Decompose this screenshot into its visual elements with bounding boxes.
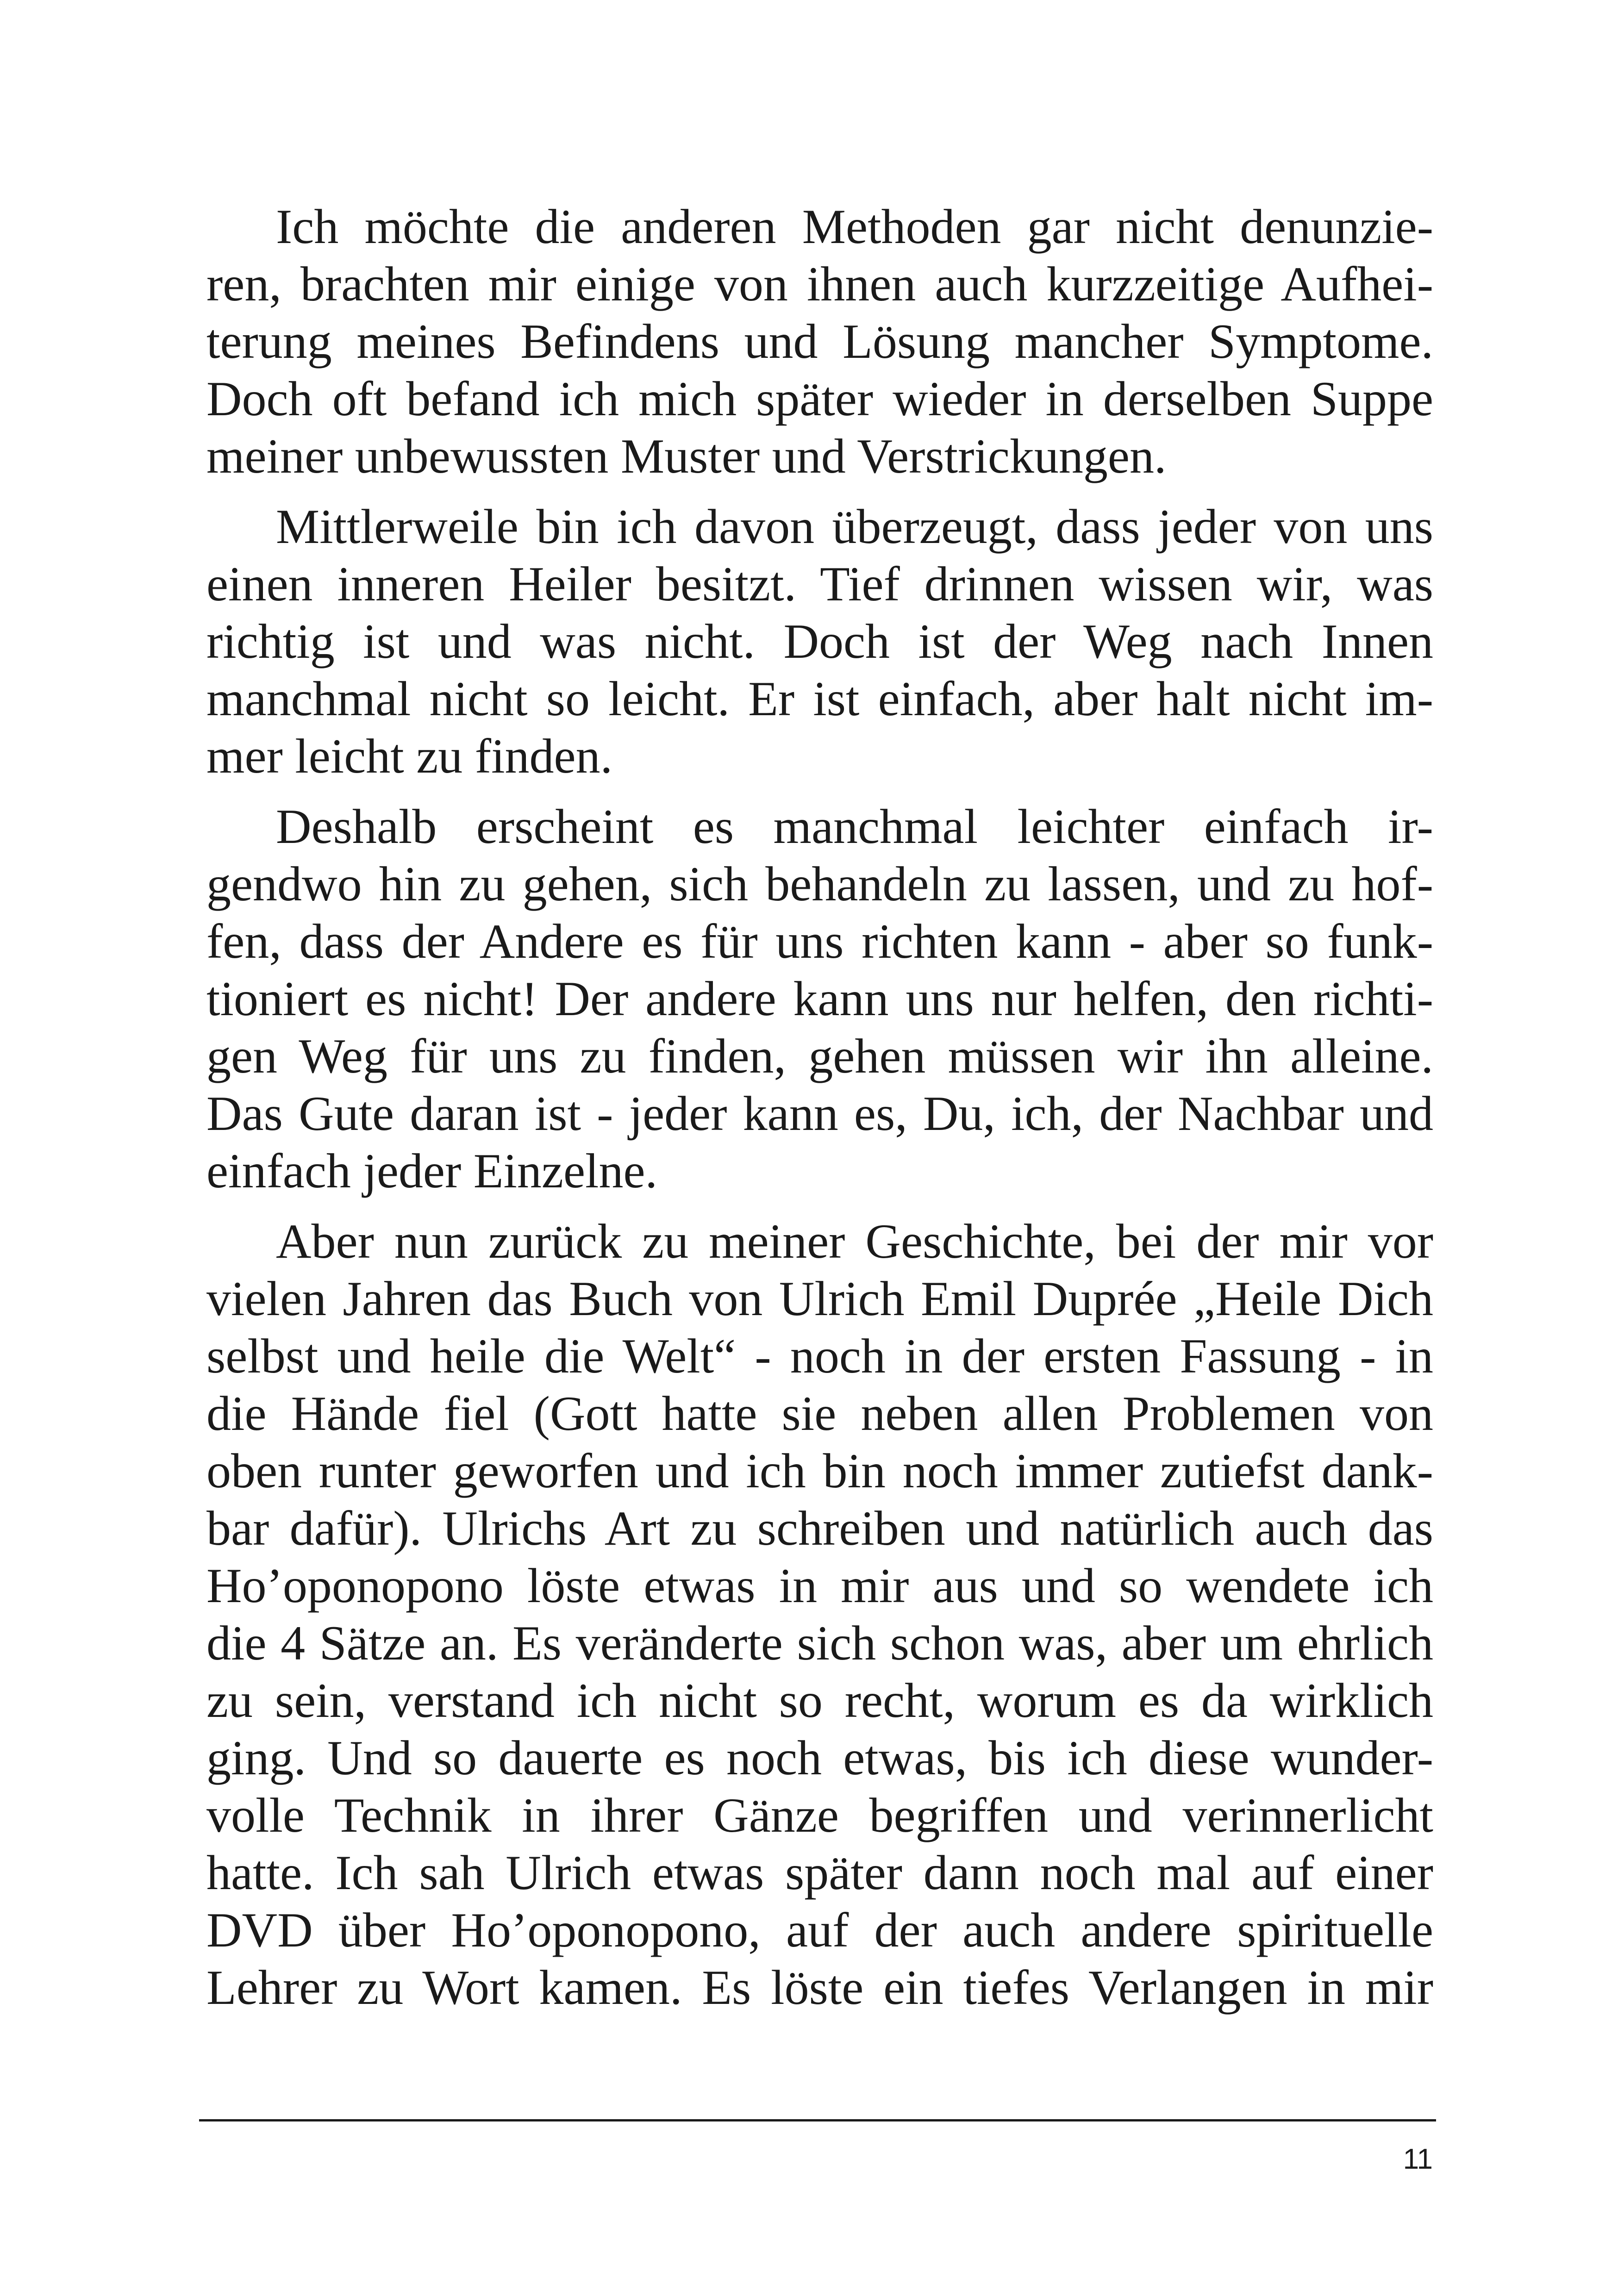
text-line: tioniert es nicht! Der andere kann uns nur helfen, den richti- (206, 972, 1433, 1026)
text-line: DVD über Ho’oponopono, auf der auch andere spirituelle (206, 1903, 1433, 1957)
page-number: 11 (1403, 2143, 1433, 2175)
text-line: die 4 Sätze an. Es veränderte sich schon was, aber um ehrlich (206, 1616, 1433, 1670)
text-line: terung meines Befindens und Lösung mancher Symptome. (206, 314, 1433, 368)
text-line: richtig ist und was nicht. Doch ist der Weg nach Innen (206, 614, 1433, 668)
text-line: meiner unbewussten Muster und Verstrickungen. (206, 429, 1167, 483)
paragraph (206, 1213, 1433, 2016)
text-line: zu sein, verstand ich nicht so recht, worum es da wirklich (206, 1673, 1433, 1728)
paragraph (206, 198, 1433, 485)
text-line: hatte. Ich sah Ulrich etwas später dann noch mal auf einer (206, 1846, 1433, 1900)
text-line: ren, brachten mir einige von ihnen auch kurzzeitige Aufhei- (206, 257, 1433, 311)
text-line: fen, dass der Andere es für uns richten kann - aber so funk- (206, 914, 1433, 968)
text-line: selbst und heile die Welt“ - noch in der ersten Fassung - in (206, 1329, 1433, 1383)
text-line: gen Weg für uns zu finden, gehen müssen wir ihn alleine. (206, 1029, 1433, 1083)
text-line: oben runter geworfen und ich bin noch immer zutiefst dank- (206, 1444, 1433, 1498)
footer-divider (199, 2119, 1436, 2121)
text-line: Ho’oponopono löste etwas in mir aus und so wendete ich (206, 1559, 1433, 1613)
body-text (206, 198, 1433, 2029)
text-line: gendwo hin zu gehen, sich behandeln zu lassen, und zu hof- (206, 857, 1433, 911)
text-line: Mittlerweile bin ich davon überzeugt, dass jeder von uns (276, 499, 1433, 554)
paragraph (206, 498, 1433, 785)
text-line: manchmal nicht so leicht. Er ist einfach, aber halt nicht im- (206, 672, 1433, 726)
text-line: einen inneren Heiler besitzt. Tief drinnen wissen wir, was (206, 557, 1433, 611)
text-line: ging. Und so dauerte es noch etwas, bis ich diese wunder- (206, 1731, 1433, 1785)
text-line: Deshalb erscheint es manchmal leichter einfach ir- (276, 799, 1433, 854)
text-line: Das Gute daran ist - jeder kann es, Du, ich, der Nachbar und (206, 1086, 1433, 1141)
text-line: Ich möchte die anderen Methoden gar nicht denunzie- (276, 200, 1433, 254)
text-line: die Hände fiel (Gott hatte sie neben allen Problemen von (206, 1386, 1433, 1441)
paragraph (206, 798, 1433, 1200)
text-line: Doch oft befand ich mich später wieder in derselben Suppe (206, 372, 1433, 426)
text-line: vielen Jahren das Buch von Ulrich Emil Duprée „Heile Dich (206, 1272, 1433, 1326)
text-line: Lehrer zu Wort kamen. Es löste ein tiefes Verlangen in mir (206, 1960, 1433, 2015)
text-line: volle Technik in ihrer Gänze begriffen und verinnerlicht (206, 1788, 1433, 1842)
text-line: bar dafür). Ulrichs Art zu schreiben und natürlich auch das (206, 1501, 1433, 1555)
text-line: mer leicht zu finden. (206, 729, 613, 783)
text-line: einfach jeder Einzelne. (206, 1144, 658, 1198)
text-line: Aber nun zurück zu meiner Geschichte, bei der mir vor (276, 1214, 1433, 1268)
